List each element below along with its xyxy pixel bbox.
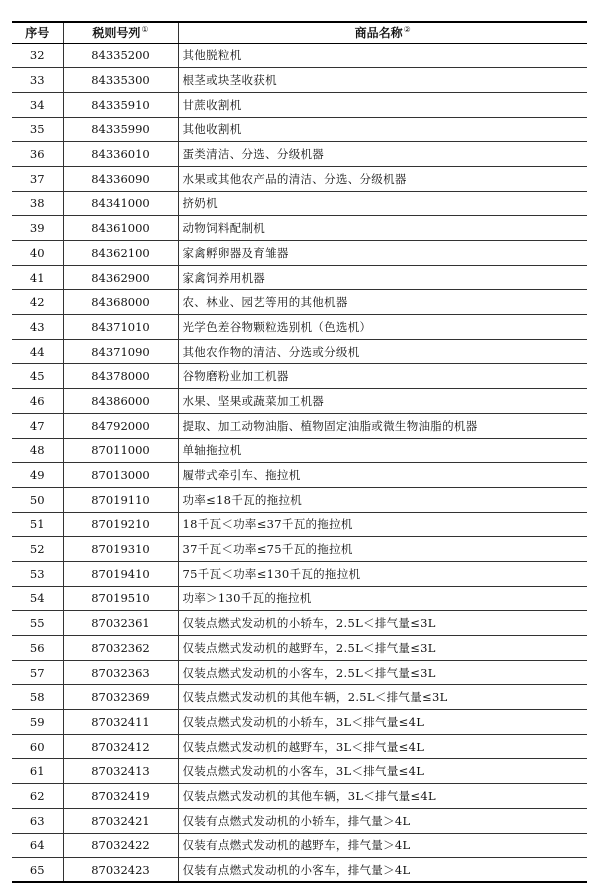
product-name-cell: 水果、坚果或蔬菜加工机器 [178, 389, 587, 414]
table-row [12, 611, 587, 636]
table-row [12, 759, 587, 784]
seq-cell: 39 [12, 216, 63, 241]
table-row [12, 660, 587, 685]
tariff-code-cell: 87019110 [63, 487, 178, 512]
table-row [12, 413, 587, 438]
seq-cell: 35 [12, 117, 63, 142]
table-row [12, 265, 587, 290]
product-name-cell: 37千瓦＜功率≤75千瓦的拖拉机 [178, 537, 587, 562]
product-name-cell: 仅装点燃式发动机的其他车辆，2.5L＜排气量≤3L [178, 685, 587, 710]
table-row [12, 315, 587, 340]
table-row [12, 636, 587, 661]
tariff-code-cell: 87032423 [63, 858, 178, 883]
tariff-code-cell: 87032369 [63, 685, 178, 710]
table-body [12, 43, 587, 882]
seq-cell: 63 [12, 808, 63, 833]
tariff-table [12, 21, 587, 883]
tariff-code-cell: 87032361 [63, 611, 178, 636]
seq-cell: 65 [12, 858, 63, 883]
header-row [12, 22, 587, 43]
table-row [12, 586, 587, 611]
header-seq [12, 22, 63, 43]
product-name-cell: 谷物磨粉业加工机器 [178, 364, 587, 389]
seq-cell: 47 [12, 413, 63, 438]
product-name-cell: 仅装点燃式发动机的越野车，3L＜排气量≤4L [178, 734, 587, 759]
product-name-cell: 功率≤18千瓦的拖拉机 [178, 487, 587, 512]
header-name [178, 22, 587, 43]
seq-cell: 53 [12, 561, 63, 586]
seq-cell: 33 [12, 68, 63, 93]
tariff-code-cell: 84335910 [63, 92, 178, 117]
seq-cell: 38 [12, 191, 63, 216]
tariff-code-cell: 84792000 [63, 413, 178, 438]
product-name-cell: 仅装点燃式发动机的小客车，3L＜排气量≤4L [178, 759, 587, 784]
product-name-cell: 75千瓦＜功率≤130千瓦的拖拉机 [178, 561, 587, 586]
tariff-code-cell: 84335300 [63, 68, 178, 93]
tariff-code-cell: 87032419 [63, 784, 178, 809]
seq-cell: 34 [12, 92, 63, 117]
tariff-code-cell: 87019410 [63, 561, 178, 586]
table-row [12, 216, 587, 241]
product-name-cell: 挤奶机 [178, 191, 587, 216]
tariff-code-cell: 84386000 [63, 389, 178, 414]
tariff-code-cell: 87011000 [63, 438, 178, 463]
seq-cell: 36 [12, 142, 63, 167]
table-row [12, 166, 587, 191]
table-row [12, 241, 587, 266]
table-row [12, 142, 587, 167]
seq-cell: 57 [12, 660, 63, 685]
table-row [12, 43, 587, 68]
tariff-code-cell: 84336010 [63, 142, 178, 167]
tariff-code-cell: 87013000 [63, 463, 178, 488]
table-row [12, 561, 587, 586]
seq-cell: 46 [12, 389, 63, 414]
seq-cell: 58 [12, 685, 63, 710]
table-row [12, 710, 587, 735]
table-row [12, 734, 587, 759]
seq-cell: 43 [12, 315, 63, 340]
table-row [12, 364, 587, 389]
product-name-cell: 履带式牵引车、拖拉机 [178, 463, 587, 488]
product-name-cell: 提取、加工动物油脂、植物固定油脂或微生物油脂的机器 [178, 413, 587, 438]
product-name-cell: 家禽孵卵器及育雏器 [178, 241, 587, 266]
table-row [12, 191, 587, 216]
seq-cell: 41 [12, 265, 63, 290]
table-row [12, 685, 587, 710]
seq-cell: 49 [12, 463, 63, 488]
product-name-cell: 农、林业、园艺等用的其他机器 [178, 290, 587, 315]
tariff-code-cell: 84362900 [63, 265, 178, 290]
product-name-cell: 仅装点燃式发动机的越野车，2.5L＜排气量≤3L [178, 636, 587, 661]
tariff-code-cell: 84341000 [63, 191, 178, 216]
seq-cell: 62 [12, 784, 63, 809]
tariff-code-cell: 84378000 [63, 364, 178, 389]
product-name-cell: 功率＞130千瓦的拖拉机 [178, 586, 587, 611]
table-row [12, 833, 587, 858]
table-row [12, 537, 587, 562]
tariff-code-cell: 84371090 [63, 339, 178, 364]
header-name-label: 商品名称 [354, 26, 403, 41]
tariff-code-cell: 84335200 [63, 43, 178, 68]
tariff-code-cell: 84361000 [63, 216, 178, 241]
product-name-cell: 蛋类清洁、分选、分级机器 [178, 142, 587, 167]
product-name-cell: 仅装点燃式发动机的小客车，2.5L＜排气量≤3L [178, 660, 587, 685]
table-row [12, 92, 587, 117]
product-name-cell: 仅装点燃式发动机的小轿车，2.5L＜排气量≤3L [178, 611, 587, 636]
table-row [12, 808, 587, 833]
seq-cell: 37 [12, 166, 63, 191]
seq-cell: 48 [12, 438, 63, 463]
table-row [12, 512, 587, 537]
table-row [12, 389, 587, 414]
product-name-cell: 仅装有点燃式发动机的小客车，排气量＞4L [178, 858, 587, 883]
header-name-footnote-mark: ② [403, 25, 411, 35]
seq-cell: 56 [12, 636, 63, 661]
product-name-cell: 根茎或块茎收获机 [178, 68, 587, 93]
product-name-cell: 18千瓦＜功率≤37千瓦的拖拉机 [178, 512, 587, 537]
product-name-cell: 单轴拖拉机 [178, 438, 587, 463]
header-code-footnote-mark: ① [141, 25, 149, 35]
table-row [12, 463, 587, 488]
table-row [12, 290, 587, 315]
tariff-code-cell: 87019210 [63, 512, 178, 537]
product-name-cell: 仅装有点燃式发动机的小轿车，排气量＞4L [178, 808, 587, 833]
tariff-code-cell: 87032411 [63, 710, 178, 735]
tariff-code-cell: 87032412 [63, 734, 178, 759]
tariff-code-cell: 84371010 [63, 315, 178, 340]
tariff-code-cell: 84368000 [63, 290, 178, 315]
product-name-cell: 其他农作物的清洁、分选或分级机 [178, 339, 587, 364]
table-row [12, 438, 587, 463]
seq-cell: 54 [12, 586, 63, 611]
tariff-code-cell: 87032363 [63, 660, 178, 685]
table-row [12, 858, 587, 883]
table-row [12, 784, 587, 809]
product-name-cell: 其他收割机 [178, 117, 587, 142]
seq-cell: 50 [12, 487, 63, 512]
tariff-code-cell: 87032422 [63, 833, 178, 858]
header-seq-label: 序号 [25, 26, 50, 41]
product-name-cell: 水果或其他农产品的清洁、分选、分级机器 [178, 166, 587, 191]
product-name-cell: 仅装点燃式发动机的其他车辆，3L＜排气量≤4L [178, 784, 587, 809]
product-name-cell: 其他脱粒机 [178, 43, 587, 68]
seq-cell: 61 [12, 759, 63, 784]
seq-cell: 52 [12, 537, 63, 562]
table-header [12, 22, 587, 43]
seq-cell: 55 [12, 611, 63, 636]
seq-cell: 64 [12, 833, 63, 858]
product-name-cell: 仅装点燃式发动机的小轿车，3L＜排气量≤4L [178, 710, 587, 735]
header-code-label: 税则号列 [92, 26, 141, 41]
table-row [12, 68, 587, 93]
seq-cell: 60 [12, 734, 63, 759]
tariff-code-cell: 87019310 [63, 537, 178, 562]
tariff-code-cell: 84335990 [63, 117, 178, 142]
seq-cell: 32 [12, 43, 63, 68]
table-row [12, 339, 587, 364]
header-code [63, 22, 178, 43]
seq-cell: 45 [12, 364, 63, 389]
product-name-cell: 动物饲料配制机 [178, 216, 587, 241]
product-name-cell: 光学色差谷物颗粒选别机（色选机） [178, 315, 587, 340]
tariff-code-cell: 87019510 [63, 586, 178, 611]
table-row [12, 117, 587, 142]
tariff-code-cell: 87032362 [63, 636, 178, 661]
tariff-code-cell: 84336090 [63, 166, 178, 191]
seq-cell: 42 [12, 290, 63, 315]
tariff-code-cell: 84362100 [63, 241, 178, 266]
seq-cell: 59 [12, 710, 63, 735]
product-name-cell: 家禽饲养用机器 [178, 265, 587, 290]
table-row [12, 487, 587, 512]
seq-cell: 40 [12, 241, 63, 266]
product-name-cell: 甘蔗收割机 [178, 92, 587, 117]
product-name-cell: 仅装有点燃式发动机的越野车，排气量＞4L [178, 833, 587, 858]
tariff-code-cell: 87032413 [63, 759, 178, 784]
seq-cell: 44 [12, 339, 63, 364]
tariff-code-cell: 87032421 [63, 808, 178, 833]
seq-cell: 51 [12, 512, 63, 537]
